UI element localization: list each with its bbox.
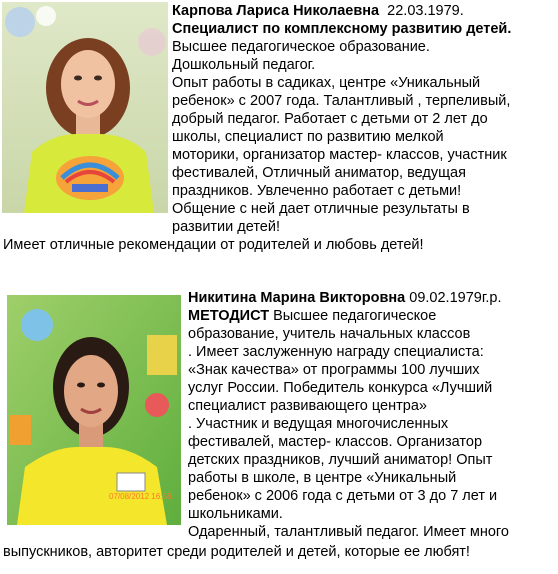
bio-line: праздников. Увлеченно работает с детьми!: [172, 183, 462, 199]
bio-line: Высшее педагогическое: [269, 308, 437, 324]
bio-line: услуг России. Победитель конкурса «Лучший: [188, 380, 493, 396]
bio-line: фестивалей, Отличный аниматор, ведущая: [172, 165, 466, 181]
bio-line: школьниками.: [188, 506, 283, 522]
teacher-photo-karpova: [2, 2, 168, 213]
bio-line: ребенок» с 2006 года с детьми от 3 до 7 лет и: [188, 488, 498, 504]
bio-line: . Участник и ведущая многочисленных: [188, 416, 449, 432]
teacher-photo-nikitina: [7, 295, 181, 525]
teacher-name: Карпова Лариса Николаевна: [172, 3, 380, 19]
birth-date: 09.02.1979г.р.: [409, 290, 502, 306]
teacher-role: Специалист по комплексному развитию детей.: [172, 21, 512, 37]
profile-nikitina: [188, 289, 509, 541]
bio-line: Одаренный, талантливый педагог. Имеет много: [188, 524, 509, 540]
birth-date: 22.03.1979.: [387, 3, 464, 19]
bio-line: ребенок» с 2007 года. Талантливый , терпеливый,: [172, 93, 511, 109]
bio-line: работы в школе, в центре «Уникальный: [188, 470, 457, 486]
portrait-image: [7, 295, 181, 525]
bio-line: Высшее педагогическое образование.: [172, 39, 430, 55]
profile-header: [172, 2, 511, 20]
photo-timestamp: 07/08/2012 16:58: [109, 492, 172, 501]
bio-line: Опыт работы в садиках, центре «Уникальный: [172, 75, 481, 91]
bio-line: Дошкольный педагог.: [172, 57, 316, 73]
bio-line: развитии детей!: [172, 219, 280, 235]
bio-closing-line: выпускников, авторитет среди родителей и детей, которые ее любят!: [3, 544, 470, 560]
bio-line: «Знак качества» от программы 100 лучших: [188, 362, 480, 378]
teacher-role: МЕТОДИСТ: [188, 308, 270, 324]
bio-line: образование, учитель начальных классов: [188, 326, 471, 342]
role-line: [188, 307, 509, 325]
bio-closing-line: Имеет отличные рекомендации от родителей и любовь детей!: [3, 237, 424, 253]
bio-line: специалист развивающего центра»: [188, 398, 427, 414]
teacher-name: Никитина Марина Викторовна: [188, 290, 406, 306]
profile-karpova: [172, 2, 511, 236]
bio-line: школы, специалист по развитию мелкой: [172, 129, 444, 145]
bio-line: моторики, организатор мастер- классов, участник: [172, 147, 507, 163]
portrait-image: [2, 2, 168, 213]
bio-line: фестивалей, мастер- классов. Организатор: [188, 434, 483, 450]
bio-line: детских праздников, лучший аниматор! Опыт: [188, 452, 493, 468]
bio-line: Общение с ней дает отличные результаты в: [172, 201, 470, 217]
bio-line: . Имеет заслуженную награду специалиста:: [188, 344, 484, 360]
bio-line: добрый педагог. Работает с детьми от 2 лет до: [172, 111, 488, 127]
profile-header: [188, 289, 509, 307]
